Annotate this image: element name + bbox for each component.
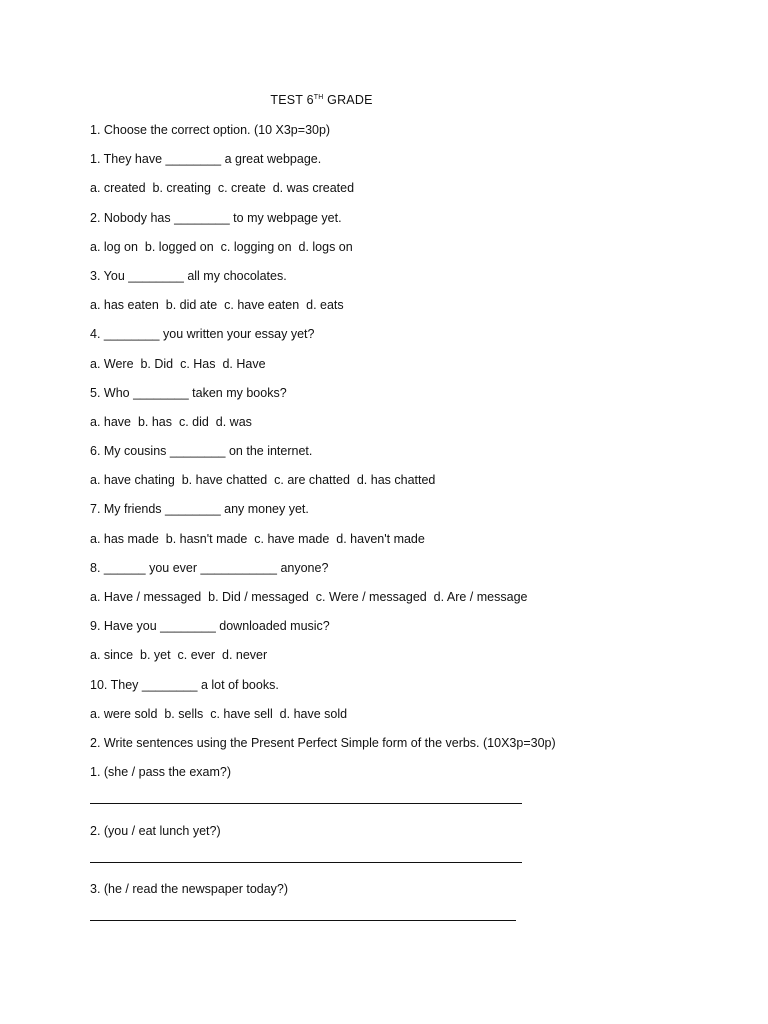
- question-8: 8. ______ you ever ___________ anyone?: [90, 560, 329, 575]
- answer-rule: [90, 803, 522, 804]
- question-7: 7. My friends ________ any money yet.: [90, 502, 309, 517]
- options-1: a. created b. creating c. create d. was created: [90, 181, 355, 196]
- options-2: a. log on b. logged on c. logging on d. logs on: [90, 239, 353, 254]
- answer-line-2[interactable]: [90, 850, 710, 879]
- question-5: 5. Who ________ taken my books?: [90, 385, 287, 400]
- options-3: a. has eaten b. did ate c. have eaten d. eats: [90, 298, 344, 313]
- question-1: 1. They have ________ a great webpage.: [90, 152, 322, 167]
- answer-rule: [90, 920, 516, 921]
- title-rest: GRADE: [323, 93, 373, 107]
- question-3: 3. You ________ all my chocolates.: [90, 268, 287, 283]
- answer-rule: [90, 862, 522, 863]
- section2-heading: 2. Write sentences using the Present Perfect Simple form of the verbs. (10X3p=30p): [90, 735, 556, 750]
- question-10: 10. They ________ a lot of books.: [90, 677, 279, 692]
- writing-prompt-2: 2. (you / eat lunch yet?): [90, 823, 221, 838]
- section1-heading: 1. Choose the correct option. (10 X3p=30p): [90, 123, 331, 137]
- question-2: 2. Nobody has ________ to my webpage yet.: [90, 210, 342, 225]
- options-7: a. has made b. hasn't made c. have made d. haven't made: [90, 531, 425, 546]
- options-4: a. Were b. Did c. Has d. Have: [90, 356, 266, 371]
- options-10: a. were sold b. sells c. have sell d. have sold: [90, 706, 348, 721]
- options-9: a. since b. yet c. ever d. never: [90, 648, 268, 663]
- question-4: 4. ________ you written your essay yet?: [90, 327, 315, 342]
- options-5: a. have b. has c. did d. was: [90, 414, 252, 429]
- title-main: TEST 6: [270, 93, 314, 107]
- options-8: a. Have / messaged b. Did / messaged c. Were / messaged d. Are / message: [90, 590, 528, 604]
- page-title: [0, 93, 643, 107]
- writing-prompt-1: 1. (she / pass the exam?): [90, 765, 232, 780]
- writing-prompt-3: 3. (he / read the newspaper today?): [90, 881, 289, 896]
- question-9: 9. Have you ________ downloaded music?: [90, 619, 330, 634]
- title-superscript: TH: [313, 94, 324, 101]
- answer-line-1[interactable]: [90, 791, 710, 820]
- worksheet-content: [90, 120, 710, 937]
- answer-line-3[interactable]: [90, 908, 710, 937]
- question-6: 6. My cousins ________ on the internet.: [90, 444, 313, 459]
- options-6: a. have chating b. have chatted c. are chatted d. has chatted: [90, 473, 436, 488]
